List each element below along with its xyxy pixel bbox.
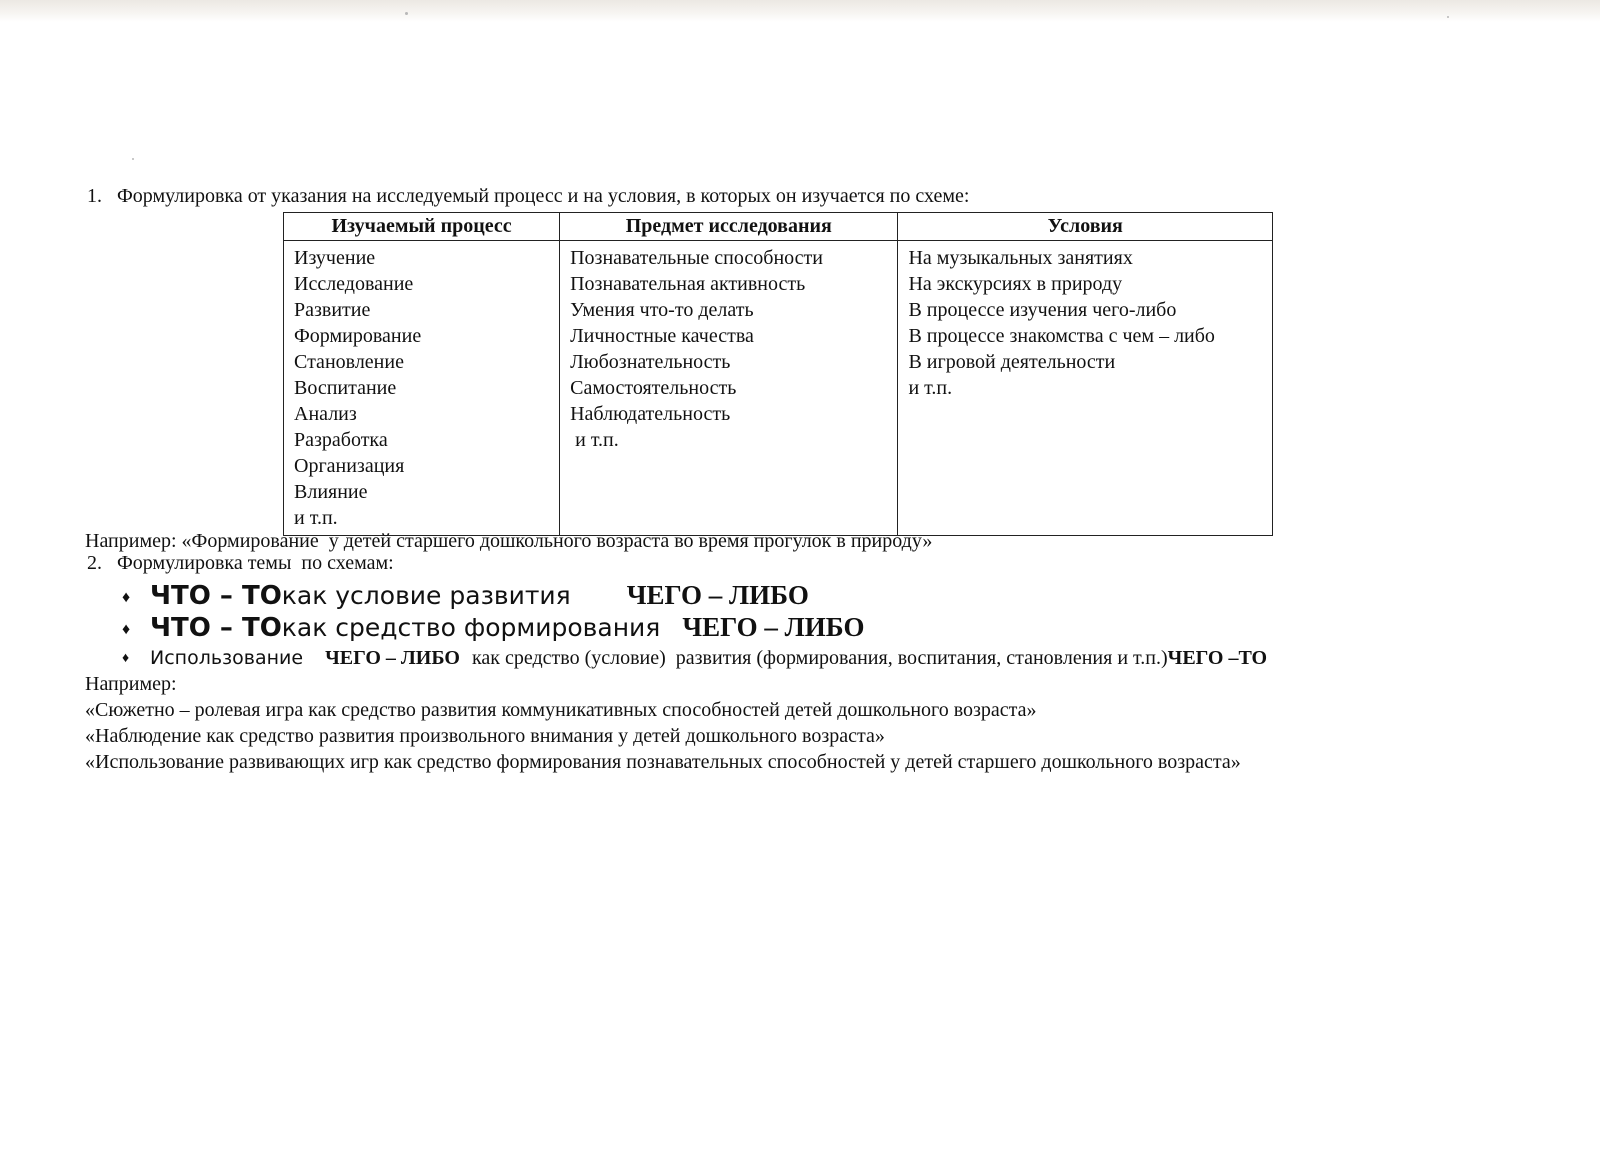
table-header-row — [284, 213, 1273, 241]
list-item: Познавательная активность — [570, 273, 806, 295]
section-1-heading — [87, 184, 969, 208]
list-item: На экскурсиях в природу — [908, 273, 1123, 295]
section-1-text: Формулировка от указания на исследуемый процесс и на условия, в которых он изучается по схеме: — [117, 185, 970, 207]
scheme-table — [283, 212, 1273, 536]
scheme-3-object: ЧЕГО –ТО — [1167, 647, 1268, 669]
column-studied-process — [284, 241, 560, 536]
list-item: Любознательность — [570, 351, 731, 373]
list-item: В процессе знакомства с чем – либо — [908, 325, 1215, 347]
list-item: Формирование — [294, 325, 422, 347]
diamond-bullet-icon: ♦ — [122, 621, 131, 639]
section-1-number: 1. — [87, 185, 102, 207]
example-item: «Использование развивающих игр как средство формирования познавательных способностей у детей старшего дошкольного возраста» — [85, 751, 1241, 773]
list-item: Становление — [294, 351, 404, 373]
column-research-subject — [560, 241, 898, 536]
column-conditions — [898, 241, 1273, 536]
list-item: Влияние — [294, 481, 368, 503]
list-item: и т.п. — [908, 377, 953, 399]
list-item: Изучение — [294, 247, 376, 269]
scheme-1-text: как условие развития — [281, 581, 571, 610]
scheme-1-object: ЧЕГО – ЛИБО — [626, 580, 809, 610]
scheme-bullet-1 — [122, 580, 809, 613]
list-item: Развитие — [294, 299, 371, 321]
examples-label: Например: — [85, 673, 177, 695]
list-item: Организация — [294, 455, 405, 477]
list-item: Личностные качества — [570, 325, 754, 347]
section-2-text: Формулировка темы по схемам: — [117, 552, 394, 574]
scheme-1-subject: ЧТО – ТО — [150, 581, 282, 611]
header-studied-process: Изучаемый процесс — [284, 213, 560, 241]
list-item: Исследование — [294, 273, 414, 295]
scheme-3-subject: ЧЕГО – ЛИБО — [325, 647, 460, 669]
list-item: и т.п. — [570, 429, 619, 451]
scheme-2-object: ЧЕГО – ЛИБО — [682, 612, 865, 642]
diamond-bullet-icon: ♦ — [122, 651, 130, 667]
scheme-bullet-3 — [122, 646, 1267, 671]
list-item: Воспитание — [294, 377, 397, 399]
section-2-heading — [87, 551, 394, 575]
list-item: Умения что-то делать — [570, 299, 754, 321]
list-item: В процессе изучения чего-либо — [908, 299, 1177, 321]
header-conditions: Условия — [898, 213, 1273, 241]
list-item: Анализ — [294, 403, 357, 425]
list-item: Разработка — [294, 429, 388, 451]
scheme-3-text-2: как средство (условие) развития (формирования, воспитания, становления и т.п.) — [471, 647, 1168, 669]
list-item: Самостоятельность — [570, 377, 737, 399]
example-1: Например: «Формирование у детей старшего дошкольного возраста во время прогулок в природу» — [85, 530, 933, 552]
example-item: «Наблюдение как средство развития произвольного внимания у детей дошкольного возраста» — [85, 725, 885, 747]
list-item: Наблюдательность — [570, 403, 731, 425]
section-2-number: 2. — [87, 552, 102, 574]
list-item: и т.п. — [294, 507, 338, 529]
table-body-row — [284, 241, 1273, 536]
example-item: «Сюжетно – ролевая игра как средство развития коммуникативных способностей детей дошкольного возраста» — [85, 699, 1037, 721]
list-item: Познавательные способности — [570, 247, 823, 269]
scheme-3-text-1: Использование — [150, 647, 304, 669]
list-item: В игровой деятельности — [908, 351, 1116, 373]
list-item: На музыкальных занятиях — [908, 247, 1133, 269]
header-research-subject: Предмет исследования — [560, 213, 898, 241]
scheme-2-text: как средство формирования — [281, 613, 661, 642]
scheme-2-subject: ЧТО – ТО — [150, 613, 282, 643]
scheme-bullet-2 — [122, 612, 864, 645]
diamond-bullet-icon: ♦ — [122, 589, 131, 607]
